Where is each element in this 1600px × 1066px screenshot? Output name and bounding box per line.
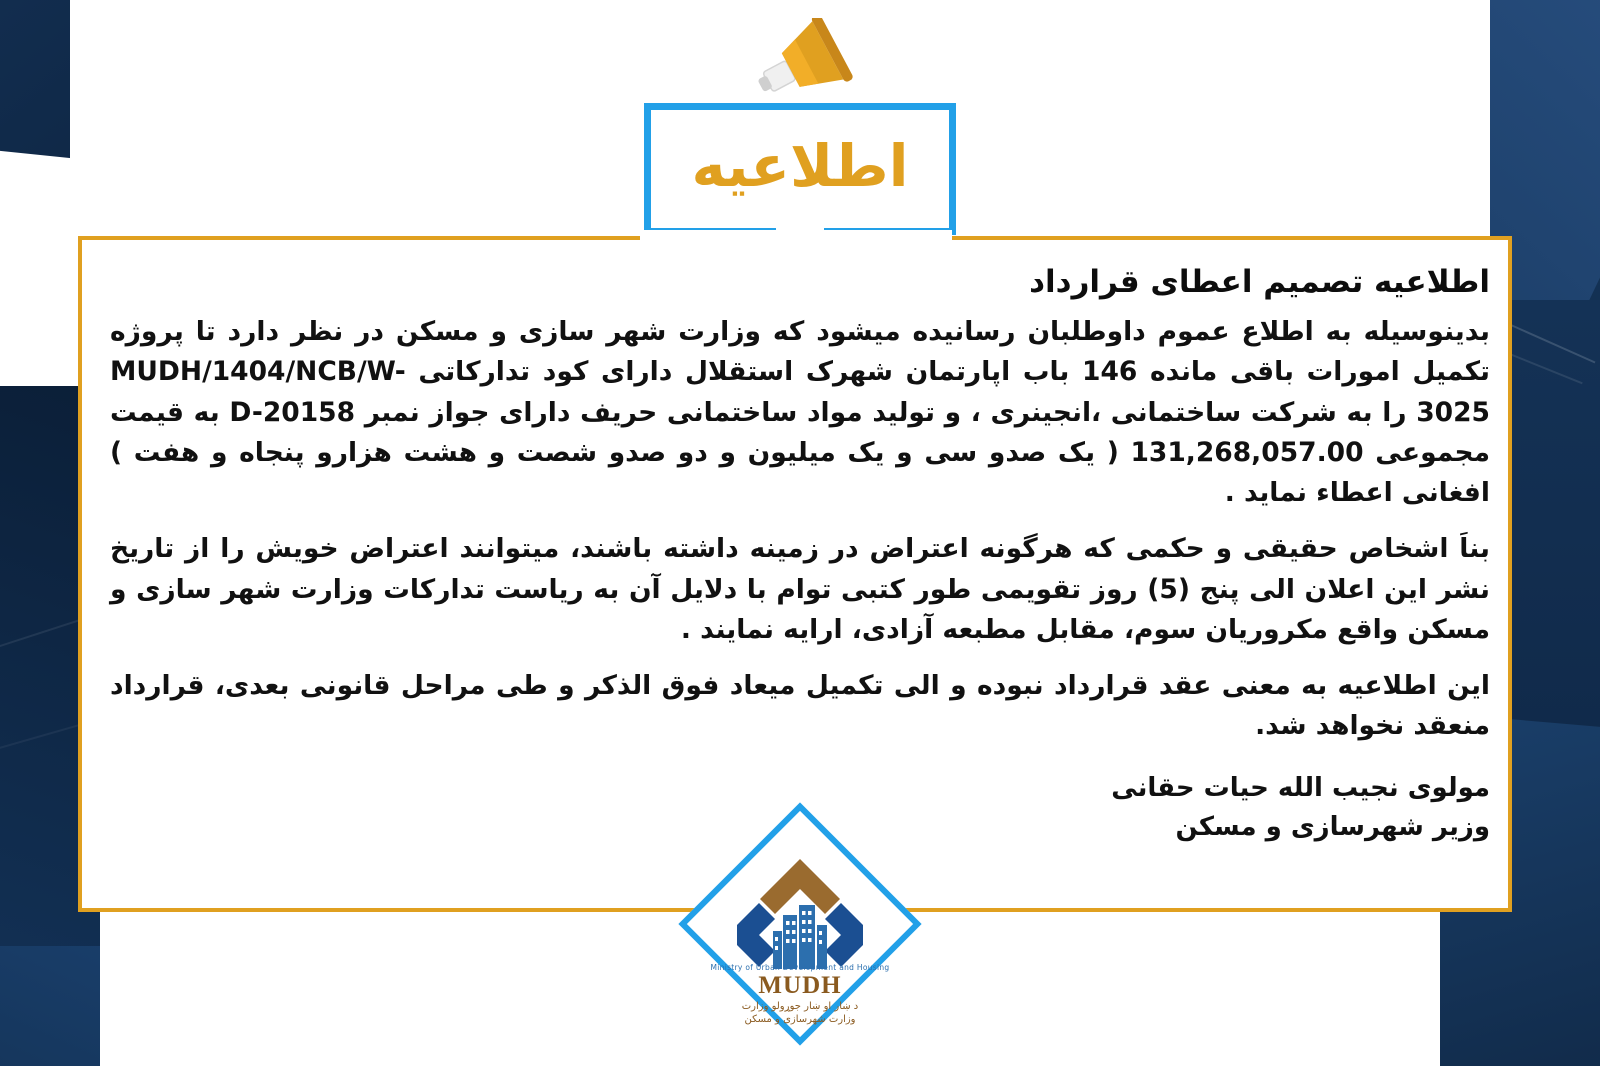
content-frame-top-gap <box>640 230 952 244</box>
paragraph-3: این اطلاعیه به معنی عقد قرارداد نبوده و الی تکمیل میعاد فوق الذکر و طی مراحل قانونی بعدی، قرارداد منعقد نخواهد شد. <box>110 670 1490 742</box>
paragraph-2: بناَ اشخاص حقیقی و حکمی که هرگونه اعتراض در زمینه داشته باشند، میتوانند اعتراض خویش را از تاریخ نشر این اعلان الی پنج (5) روز تقویمی طور کتبی توام با دلایل آن به ریاست تدارکات وزارت شهر سازی و مسکن واقع مکروریان سوم، مقابل مطبعه آزادی، ارایه نمایند . <box>110 533 1490 645</box>
mudh-logo <box>670 794 930 1054</box>
logo-dari-line: وزارت شهرسازی و مسکن <box>744 1013 856 1025</box>
logo-caption <box>685 963 915 1026</box>
logo-pashto-line: د ښار او ښار جوړولو وزارت <box>741 1001 859 1012</box>
logo-english-line: Ministry of Urban Development and Housing <box>710 963 890 972</box>
logo-acronym: MUDH <box>758 972 842 999</box>
page-title: اطلاعیه تصمیم اعطای قرارداد <box>1029 264 1490 300</box>
signature-position: وزیر شهرسازی و مسکن <box>1175 811 1490 842</box>
document-body <box>110 264 1490 847</box>
paragraph-1: بدینوسیله به اطلاع عموم داوطلبان رسانیده میشود که وزارت شهر سازی و مسکن در نظر دارد تا پروژه تکمیل امورات باقی مانده 146 باب اپارتمان شهرک استقلال دارای کود تدارکاتی MUDH/1404/NCB/W-3025 را به شرکت ساختمانی ،انجینری ، و تولید مواد ساختمانی حریف دارای جواز نمبر D-20158 به قیمت مجموعی 131,268,057.00 ( یک صدو سی و یک میلیون و دو صدو شصت و هشت هزارو پنجاه و هفت ) افغانی اعطاء نماید . <box>110 316 1490 509</box>
megaphone-icon <box>745 18 855 110</box>
signature-name: مولوی نجیب الله حیات حقانی <box>1111 772 1490 803</box>
banner-title: اطلاعیه <box>691 132 909 200</box>
title-banner <box>644 103 956 235</box>
